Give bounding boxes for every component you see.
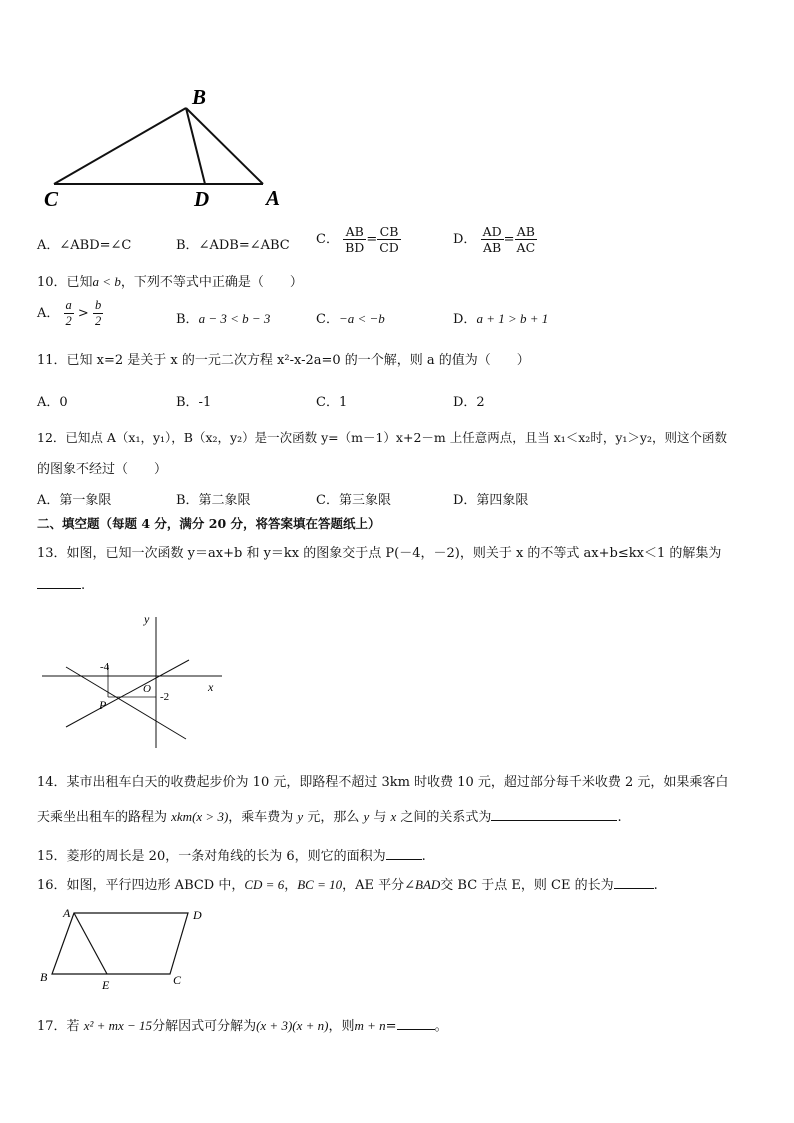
axis-label-x: x bbox=[208, 680, 214, 694]
option-text: ∠ADB=∠ABC bbox=[198, 238, 290, 253]
answer-blank[interactable] bbox=[386, 847, 422, 860]
question-10-stem: 10．已知a < b，下列不等式中正确是（ ） bbox=[37, 274, 303, 290]
triangle-figure-q9 bbox=[30, 80, 290, 215]
vertex-label-C: C bbox=[44, 187, 59, 211]
fraction: $\frac{AD}{AB}$ bbox=[482, 224, 502, 255]
answer-blank[interactable] bbox=[491, 808, 617, 821]
answer-blank[interactable] bbox=[397, 1017, 435, 1030]
q10-option-a: A． $\frac{a}{2}$ > $\frac{b}{2}$ bbox=[37, 298, 102, 328]
section-heading: 二、填空题（每题 4 分，满分 20 分，将答案填在答题纸上） bbox=[37, 516, 381, 531]
vertex-label-E: E bbox=[102, 978, 110, 992]
q11-option-a: A．0 bbox=[37, 395, 68, 410]
vertex-label-D: D bbox=[194, 187, 210, 211]
segment-AE bbox=[74, 913, 107, 974]
parallelogram-figure-q16 bbox=[34, 902, 224, 997]
q10-option-c: C．−a < −b bbox=[316, 311, 385, 327]
question-12-stem-line1: 12．已知点 A（x₁，y₁），B（x₂，y₂）是一次函数 y=（m－1）x+2－m 上任意两点，且当 x₁＜x₂时，y₁＞y₂，则这个函数 bbox=[37, 430, 727, 445]
question-14-line2: 天乘坐出租车的路程为 xkm(x > 3)，乘车费为 y 元，那么 y 与 x 之间的关系式为 . bbox=[37, 809, 622, 825]
fraction: $\frac{AB}{AC}$ bbox=[516, 224, 536, 255]
line-y-equals-ax-plus-b bbox=[66, 667, 186, 739]
question-15-stem: 15．菱形的周长是 20，一条对角线的长为 6，则它的面积为 . bbox=[37, 849, 426, 864]
fraction: $\frac{b}{2}$ bbox=[94, 298, 102, 328]
answer-blank[interactable] bbox=[614, 876, 654, 889]
vertex-label-C: C bbox=[173, 973, 182, 987]
q12-option-a: A．第一象限 bbox=[37, 493, 112, 508]
option-prefix: A． bbox=[37, 238, 60, 253]
question-11-stem: 11．已知 x=2 是关于 x 的一元二次方程 x²-x-2a=0 的一个解，则 a 的值为（ ） bbox=[37, 353, 530, 368]
option-prefix: C． bbox=[316, 232, 339, 247]
q9-option-b bbox=[176, 234, 290, 253]
option-text: ∠ABD=∠C bbox=[59, 238, 132, 253]
q9-option-c: C． $\frac{AB}{BD}$ = $\frac{CB}{CD}$ bbox=[316, 224, 399, 255]
graph-figure-q13 bbox=[36, 605, 236, 755]
answer-blank[interactable] bbox=[37, 576, 81, 589]
option-prefix: D． bbox=[453, 232, 477, 247]
q12-option-d: D．第四象限 bbox=[453, 493, 529, 508]
tick-label-neg2: -2 bbox=[160, 691, 170, 703]
q12-option-b: B．第二象限 bbox=[176, 493, 251, 508]
parallelogram-ABCD bbox=[52, 913, 188, 974]
point-label-P: P bbox=[99, 698, 107, 712]
fraction: $\frac{AB}{BD}$ bbox=[345, 224, 365, 255]
question-13-stem: 13．如图，已知一次函数 y＝ax+b 和 y＝kx 的图象交于点 P(－4，－2)，则关于 x 的不等式 ax+b≤kx＜1 的解集为 bbox=[37, 546, 722, 561]
line-y-equals-kx bbox=[66, 660, 189, 727]
vertex-label-A: A bbox=[266, 186, 281, 210]
segment-BC bbox=[54, 108, 186, 184]
vertex-label-A: A bbox=[63, 906, 71, 920]
q11-option-b: B．-1 bbox=[176, 395, 212, 410]
q12-option-c: C．第三象限 bbox=[316, 493, 391, 508]
q10-option-d: D．a + 1 > b + 1 bbox=[453, 311, 549, 327]
q9-option-a bbox=[37, 234, 131, 253]
q9-option-d: D． $\frac{AD}{AB}$ = $\frac{AB}{AC}$ bbox=[453, 224, 536, 255]
q10-option-b: B．a − 3 < b − 3 bbox=[176, 311, 271, 327]
segment-BD bbox=[186, 108, 205, 184]
math-expression: a < b bbox=[92, 274, 121, 289]
segment-BA bbox=[186, 108, 263, 184]
question-17-stem: 17．若 x² + mx − 15分解因式可分解为(x + 3)(x + n)，则m + n= 。 bbox=[37, 1018, 448, 1034]
question-14-line1: 14．某市出租车白天的收费起步价为 10 元，即路程不超过 3km 时收费 10 元，超过部分每千米收费 2 元，如果乘客白 bbox=[37, 775, 729, 790]
vertex-label-D: D bbox=[193, 908, 202, 922]
tick-label-neg4: -4 bbox=[100, 661, 110, 673]
question-16-stem: 16．如图，平行四边形 ABCD 中，CD = 6，BC = 10，AE 平分∠BAD交 BC 于点 E，则 CE 的长为 . bbox=[37, 877, 658, 893]
question-13-answer-line: . bbox=[37, 576, 85, 593]
question-12-stem-line2: 的图象不经过（ ） bbox=[37, 462, 168, 477]
q11-option-d: D．2 bbox=[453, 395, 485, 410]
vertex-label-B: B bbox=[40, 970, 48, 984]
axis-label-y: y bbox=[144, 612, 150, 626]
fraction: $\frac{CB}{CD}$ bbox=[379, 224, 399, 255]
option-prefix: B． bbox=[176, 238, 199, 253]
q11-option-c: C．1 bbox=[316, 395, 348, 410]
origin-label: O bbox=[143, 683, 151, 695]
fraction: $\frac{a}{2}$ bbox=[65, 298, 72, 328]
vertex-label-B: B bbox=[192, 85, 207, 109]
